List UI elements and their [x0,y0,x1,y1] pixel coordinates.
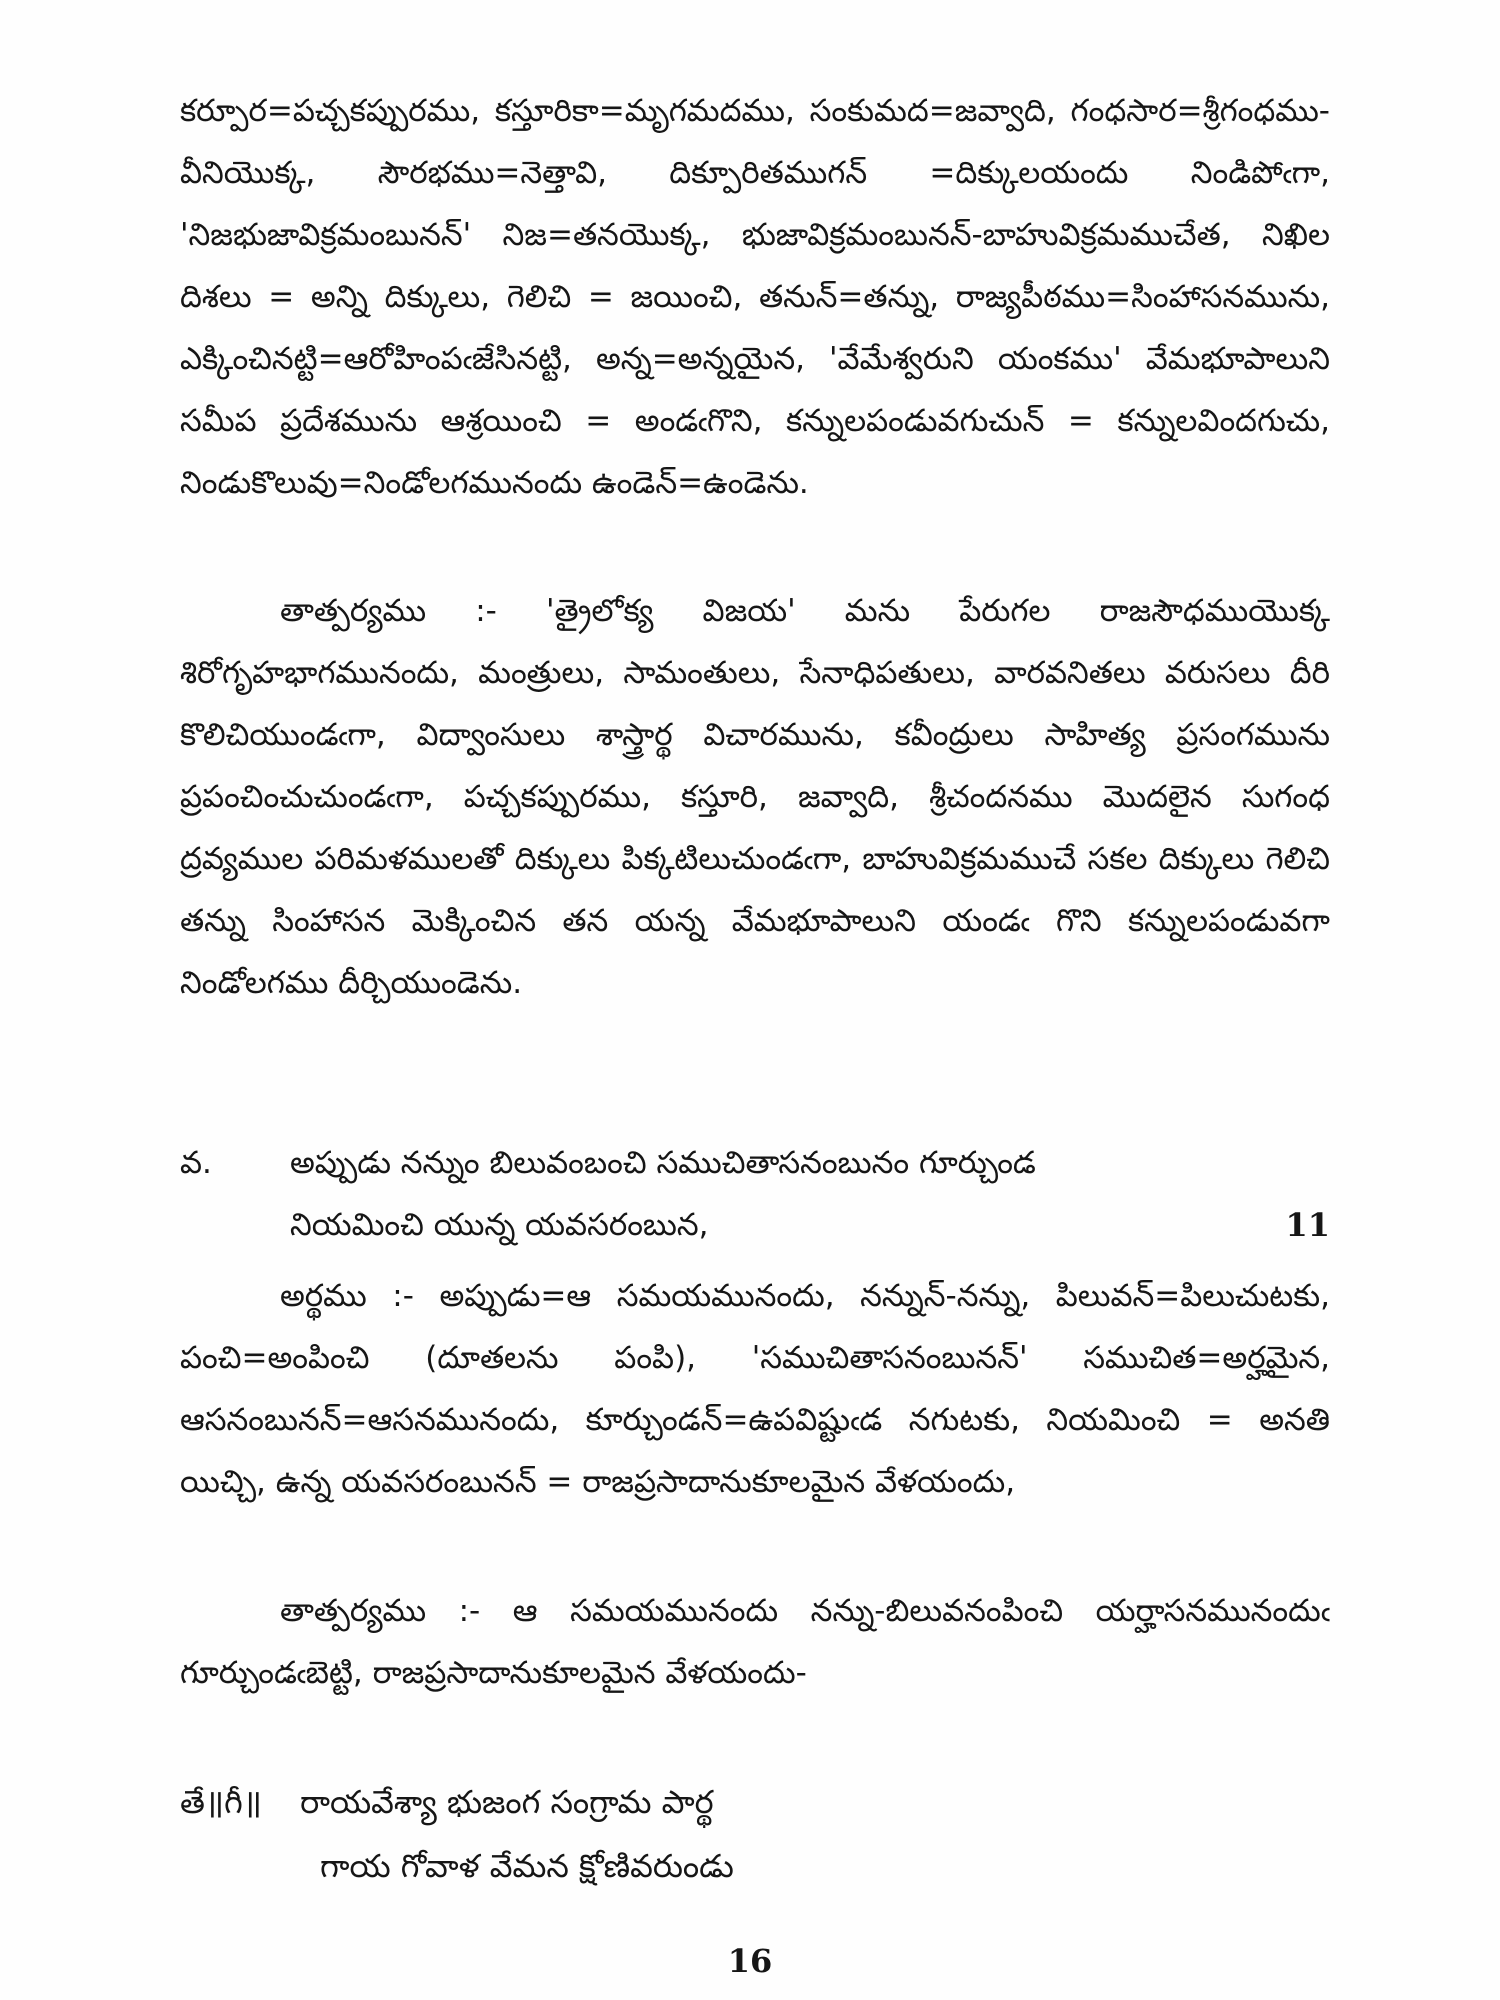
summary-text: 'త్రైలోక్య విజయ' మను పేరుగల రాజసౌధముయొక్క శిరోగృహభాగమునందు, మంత్రులు, సామంతులు, సేనాధిపతులు, వారవనితలు వరుసలు దీరి కొలిచియుండఁగా, విద్వాంసులు శాస్త్రార్థ విచారమును, కవీంద్రులు సాహిత్య ప్రసంగమును ప్రపంచించుచుండఁగా, పచ్చకప్పురము, కస్తూరి, జవ్వాది, శ్రీచందనము మొదలైన సుగంధ ద్రవ్యముల పరిమళములతో దిక్కులు పిక్కటిలుచుండఁగా, బాహువిక్రమముచే సకల దిక్కులు గెలిచి తన్ను సింహాసన మెక్కించిన తన యన్న వేమభూపాలుని యండఁ గొని కన్నులపండువగా నిండోలగము దీర్చియుండెను. [180,593,1330,1001]
meaning-text: అప్పుడు=ఆ సమయమునందు, నన్నున్-నన్ను, పిలువన్=పిలుచుటకు, పంచి=అంపించి (దూతలను పంపి), 'సముచితాసనంబునన్' సముచిత=అర్హమైన, ఆసనంబునన్=ఆసనమునందు, కూర్చుండన్=ఉపవిష్టుఁడ నగుటకు, నియమించి = అనతి యిచ్చి, ఉన్న యవసరంబునన్ = రాజప్రసాదానుకూలమైన వేళయందు, [180,1278,1330,1500]
summary-label: తాత్పర్యము :- [280,1593,481,1629]
summary-text: ఆ సమయమునందు నన్ను-బిలువనంపించి యర్హాసనమునందుఁ గూర్చుండఁబెట్టి, రాజప్రసాదానుకూలమైన వేళయందు- [180,1593,1330,1691]
verse-line: నియమించి యున్న యవసరంబున, [290,1207,709,1243]
summary-label: తాత్పర్యము :- [280,593,497,629]
meaning-paragraph [180,1265,1330,1513]
word-meaning-paragraph: కర్పూర=పచ్చకప్పురము, కస్తూరికా=మృగమదము, సంకుమద=జవ్వాది, గంధసార=శ్రీగంధము-వీనియొక్క, సౌరభము=నెత్తావి, దిక్పూరితముగన్ =దిక్కులయందు నిండిపోఁగా, 'నిజభుజావిక్రమంబునన్' నిజ=తనయొక్క, భుజావిక్రమంబునన్-బాహువిక్రమముచేత, నిఖిల దిశలు = అన్ని దిక్కులు, గెలిచి = జయించి, తనున్=తన్ను, రాజ్యపీఠము=సింహాసనమును, ఎక్కించినట్టి=ఆరోహింపఁజేసినట్టి, అన్న=అన్నయైన, 'వేమేశ్వరుని యంకము' వేమభూపాలుని సమీప ప్రదేశమును ఆశ్రయించి = అండఁగొని, కన్నులపండువగుచున్ = కన్నులవిందగుచు, నిండుకొలువు=నిండోలగమునందు ఉండెన్=ఉండెను. [180,93,1330,501]
poem-meter-marker: తే॥గీ॥ [180,1783,262,1821]
verse-number: 11 [1285,1206,1330,1244]
poem-line: రాయవేశ్యా భుజంగ సంగ్రామ పార్థ [300,1783,714,1821]
meaning-label: అర్థము :- [280,1278,414,1314]
summary-paragraph-2 [180,1580,1330,1704]
page-number: 16 [727,1942,773,1980]
poem-line: గాయ గోవాళ వేమన క్షోణివరుండు [320,1847,734,1885]
verse-lines [290,1132,1190,1256]
verse-line: అప్పుడు నన్నుం బిలువంబంచి సముచితాసనంబునం గూర్చుండ [290,1145,1036,1181]
verse-marker: వ. [180,1145,212,1181]
summary-paragraph [180,580,1330,1014]
